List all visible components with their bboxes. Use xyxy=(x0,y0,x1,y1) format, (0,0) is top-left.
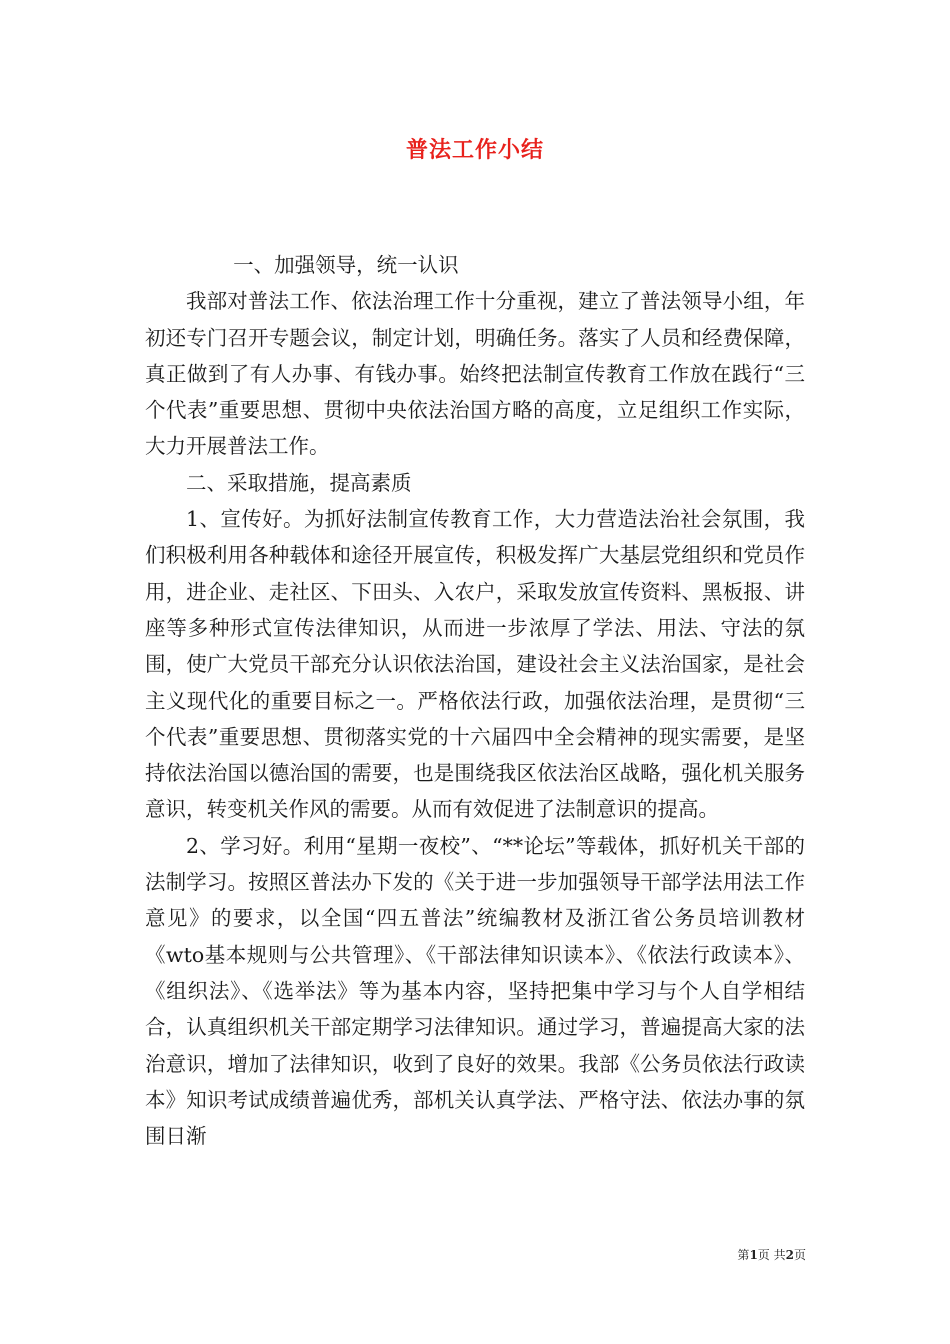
footer-total-pages: 2 xyxy=(785,1248,794,1262)
footer-current-page: 1 xyxy=(749,1248,758,1262)
section-heading-1: 一、加强领导，统一认识 xyxy=(233,253,459,277)
paragraph-study: 2、学习好。利用“星期一夜校”、“**论坛”等载体，抓好机关干部的法制学习。按照区普法办下发的《关于进一步加强领导干部学法用法工作意见》的要求，以全国“四五普法”统编教材及浙江省公务员培训教材《wto基本规则与公共管理》、《干部法律知识读本》、《依法行政读本》、《组织法》、《选举法》等为基本内容，坚持把集中学习与个人自学相结合，认真组织机关干部定期学习法律知识。通过学习，普遍提高大家的法治意识，增加了法律知识，收到了良好的效果。我部《公务员依法行政读本》知识考试成绩普遍优秀，部机关认真学法、严格守法、依法办事的氛围日渐 xyxy=(145,833,805,1149)
document-title: 普法工作小结 xyxy=(405,137,544,163)
footer-suffix: 页 xyxy=(793,1248,806,1262)
footer-prefix: 第 xyxy=(737,1248,750,1262)
section-heading-2: 二、采取措施，提高素质 xyxy=(186,470,412,495)
paragraph-publicity: 1、宣传好。为抓好法制宣传教育工作，大力营造法治社会氛围，我们积极利用各种载体和途径开展宣传，积极发挥广大基层党组织和党员作用，进企业、走社区、下田头、入农户，采取发放宣传资料、黑板报、讲座等多种形式宣传法律知识，从而进一步浓厚了学法、用法、守法的氛围，使广大党员干部充分认识依法治国，建设社会主义法治国家，是社会主义现代化的重要目标之一。严格依法行政，加强依法治理，是贯彻“三个代表”重要思想、贯彻落实党的十六届四中全会精神的现实需要，是坚持依法治国以德治国的需要，也是围绕我区依法治区战略，强化机关服务意识，转变机关作风的需要。从而有效促进了法制意识的提高。 xyxy=(145,507,805,822)
footer-middle: 页 共 xyxy=(757,1248,786,1262)
paragraph-leadership: 我部对普法工作、依法治理工作十分重视，建立了普法领导小组，年初还专门召开专题会议，制定计划，明确任务。落实了人员和经费保障，真正做到了有人办事、有钱办事。始终把法制宣传教育工作放在践行“三个代表”重要思想、贯彻中央依法治国方略的高度，立足组织工作实际，大力开展普法工作。 xyxy=(145,289,805,459)
page-footer xyxy=(737,1247,806,1263)
document-body xyxy=(145,247,805,1154)
